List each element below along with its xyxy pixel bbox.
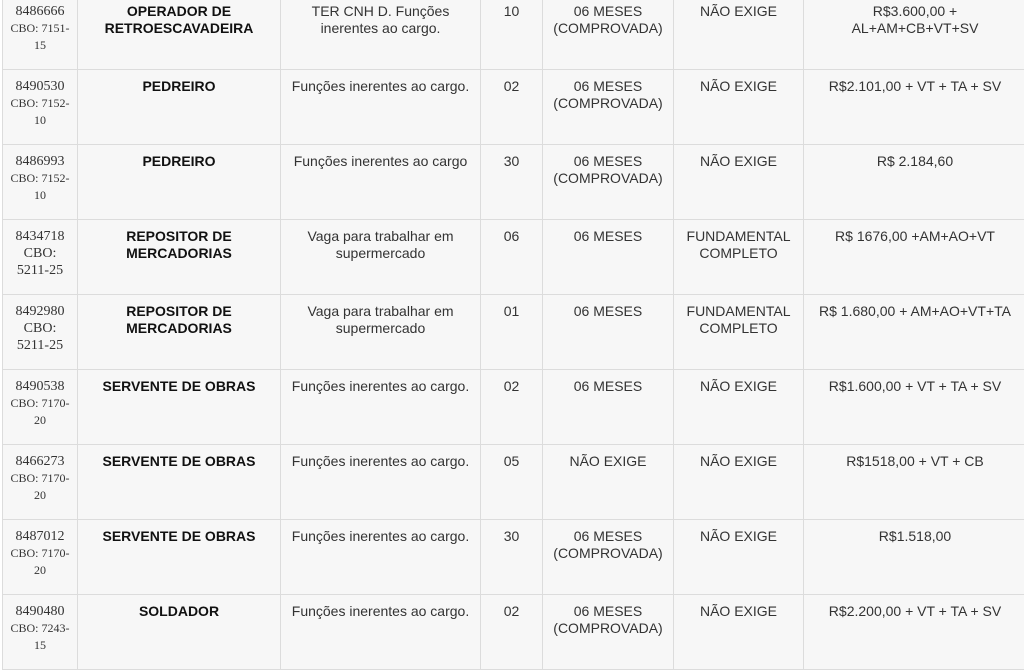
cbo-code: CBO: 5211-25 [7, 245, 73, 279]
cbo-code: CBO: 7243-15 [7, 620, 73, 654]
required-experience: 06 MESES [543, 295, 674, 370]
salary-benefits: R$2.200,00 + VT + TA + SV [804, 595, 1024, 670]
vacancy-code-cell [3, 220, 78, 295]
required-experience: 06 MESES (COMPROVADA) [543, 0, 674, 70]
job-description: Vaga para trabalhar em supermercado [281, 220, 481, 295]
cbo-code: CBO: 7170-20 [7, 545, 73, 579]
salary-benefits: R$ 2.184,60 [804, 145, 1024, 220]
vacancy-quantity: 30 [481, 145, 543, 220]
table-row [3, 70, 1024, 145]
required-education: NÃO EXIGE [674, 70, 804, 145]
vacancy-code-cell [3, 595, 78, 670]
required-education: NÃO EXIGE [674, 520, 804, 595]
cbo-code: CBO: 5211-25 [7, 320, 73, 354]
job-title: SOLDADOR [78, 595, 281, 670]
vacancy-code: 8486993 [7, 153, 73, 170]
vacancy-code-cell [3, 295, 78, 370]
required-education: NÃO EXIGE [674, 595, 804, 670]
job-title: REPOSITOR DE MERCADORIAS [78, 220, 281, 295]
table-row [3, 0, 1024, 70]
job-description: Funções inerentes ao cargo. [281, 595, 481, 670]
job-title: SERVENTE DE OBRAS [78, 370, 281, 445]
job-title: PEDREIRO [78, 145, 281, 220]
required-experience: 06 MESES [543, 370, 674, 445]
job-title: REPOSITOR DE MERCADORIAS [78, 295, 281, 370]
table-row [3, 595, 1024, 670]
required-experience: 06 MESES (COMPROVADA) [543, 70, 674, 145]
required-education: FUNDAMENTAL COMPLETO [674, 295, 804, 370]
cbo-code: CBO: 7152-10 [7, 170, 73, 204]
cbo-code: CBO: 7152-10 [7, 95, 73, 129]
required-experience: 06 MESES [543, 220, 674, 295]
vacancy-quantity: 06 [481, 220, 543, 295]
required-experience: 06 MESES (COMPROVADA) [543, 520, 674, 595]
vacancy-quantity: 01 [481, 295, 543, 370]
required-education: FUNDAMENTAL COMPLETO [674, 220, 804, 295]
cbo-code: CBO: 7170-20 [7, 395, 73, 429]
vacancy-quantity: 02 [481, 70, 543, 145]
cbo-code: CBO: 7151-15 [7, 20, 73, 54]
vacancy-code-cell [3, 520, 78, 595]
vacancy-code-cell [3, 70, 78, 145]
required-education: NÃO EXIGE [674, 145, 804, 220]
job-description: Funções inerentes ao cargo. [281, 370, 481, 445]
vacancy-code-cell [3, 145, 78, 220]
vacancy-code: 8486666 [7, 3, 73, 20]
table-row [3, 220, 1024, 295]
required-education: NÃO EXIGE [674, 445, 804, 520]
table-row [3, 145, 1024, 220]
vacancy-code-cell [3, 0, 78, 70]
job-description: Vaga para trabalhar em supermercado [281, 295, 481, 370]
job-description: Funções inerentes ao cargo. [281, 445, 481, 520]
vacancy-code: 8492980 [7, 303, 73, 320]
required-education: NÃO EXIGE [674, 370, 804, 445]
vacancy-code: 8490538 [7, 378, 73, 395]
vacancy-quantity: 02 [481, 370, 543, 445]
vacancy-quantity: 02 [481, 595, 543, 670]
required-experience: 06 MESES (COMPROVADA) [543, 145, 674, 220]
vacancy-quantity: 05 [481, 445, 543, 520]
job-description: Funções inerentes ao cargo [281, 145, 481, 220]
salary-benefits: R$2.101,00 + VT + TA + SV [804, 70, 1024, 145]
vacancy-code: 8490530 [7, 78, 73, 95]
vacancy-code: 8434718 [7, 228, 73, 245]
table-row [3, 445, 1024, 520]
salary-benefits: R$ 1676,00 +AM+AO+VT [804, 220, 1024, 295]
table-row [3, 520, 1024, 595]
vacancy-quantity: 10 [481, 0, 543, 70]
job-title: OPERADOR DE RETROESCAVADEIRA [78, 0, 281, 70]
table-row [3, 370, 1024, 445]
job-title: PEDREIRO [78, 70, 281, 145]
vacancy-code: 8466273 [7, 453, 73, 470]
job-description: Funções inerentes ao cargo. [281, 70, 481, 145]
job-description: Funções inerentes ao cargo. [281, 520, 481, 595]
required-experience: 06 MESES (COMPROVADA) [543, 595, 674, 670]
salary-benefits: R$1.518,00 [804, 520, 1024, 595]
salary-benefits: R$ 1.680,00 + AM+AO+VT+TA [804, 295, 1024, 370]
vacancy-code-cell [3, 370, 78, 445]
table-row [3, 295, 1024, 370]
vacancy-code-cell [3, 445, 78, 520]
required-education: NÃO EXIGE [674, 0, 804, 70]
salary-benefits: R$1.600,00 + VT + TA + SV [804, 370, 1024, 445]
vacancy-code: 8487012 [7, 528, 73, 545]
job-title: SERVENTE DE OBRAS [78, 445, 281, 520]
cbo-code: CBO: 7170-20 [7, 470, 73, 504]
vacancy-quantity: 30 [481, 520, 543, 595]
job-description: TER CNH D. Funções inerentes ao cargo. [281, 0, 481, 70]
job-vacancies-table [2, 0, 1024, 670]
salary-benefits: R$3.600,00 + AL+AM+CB+VT+SV [804, 0, 1024, 70]
salary-benefits: R$1518,00 + VT + CB [804, 445, 1024, 520]
job-title: SERVENTE DE OBRAS [78, 520, 281, 595]
required-experience: NÃO EXIGE [543, 445, 674, 520]
vacancy-code: 8490480 [7, 603, 73, 620]
